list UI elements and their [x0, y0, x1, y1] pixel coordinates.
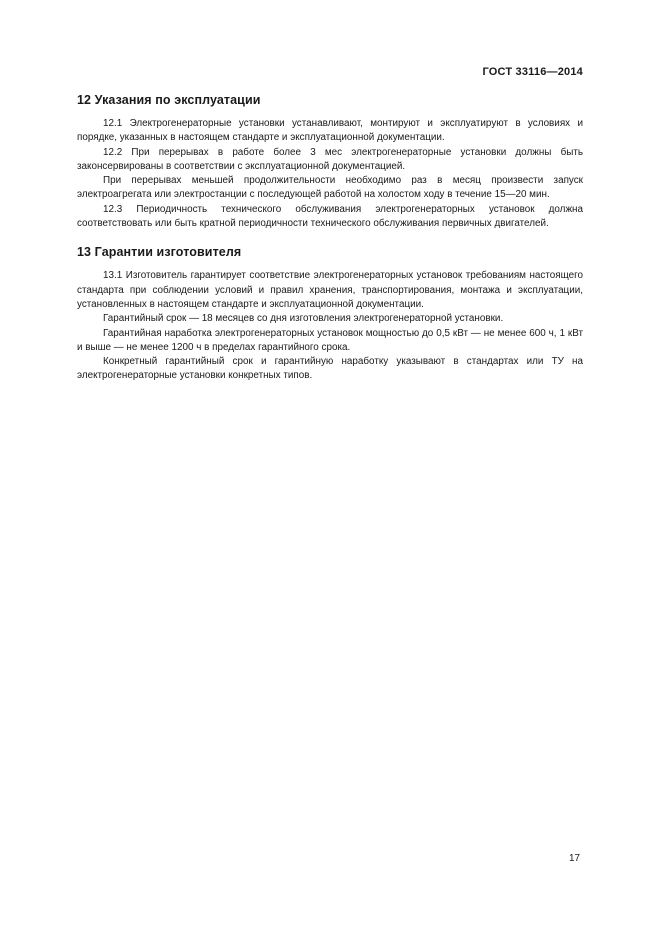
- paragraph-warranty-hours: Гарантийная наработка электрогенераторных установок мощностью до 0,5 кВт — не менее 600 ч, 1 кВт и выше — не менее 1200 ч в пределах гарантийного срока.: [77, 327, 583, 353]
- paragraph-warranty-term: Гарантийный срок — 18 месяцев со дня изготовления электрогенераторной установки.: [103, 313, 504, 325]
- section-13-title: 13 Гарантии изготовителя: [77, 245, 242, 260]
- page-content: [77, 93, 583, 384]
- section-12-title: 12 Указания по эксплуатации: [77, 93, 261, 107]
- paragraph-12-3: 12.3 Периодичность технического обслуживания электрогенераторных установок должна соответствовать или быть кратной периодичности технического обслуживания первичных двигателей.: [77, 203, 583, 230]
- paragraph-12-2-note: При перерывах меньшей продолжительности необходимо раз в месяц произвести запуск электроагрегата или электростанции с последующей работой на холостом ходу в течение 15—20 мин.: [77, 175, 583, 201]
- paragraph-12-1: 12.1 Электрогенераторные установки устанавливают, монтируют и эксплуатируют в условиях и порядке, указанных в настоящем стандарте и эксплуатационной документации.: [77, 118, 583, 144]
- page-number: 17: [569, 853, 580, 864]
- paragraph-13-1: 13.1 Изготовитель гарантирует соответствие электрогенераторных установок требованиям настоящего стандарта при соблюдении условий и правил хранения, транспортирования, монтажа и эксплуатации, установленных в настоящем стандарте и эксплуатационной документации.: [77, 270, 583, 310]
- document-code: ГОСТ 33116—2014: [482, 66, 583, 78]
- paragraph-specific-warranty: Конкретный гарантийный срок и гарантийную наработку указывают в стандартах или ТУ на электрогенераторные установки конкретных типов.: [77, 356, 583, 382]
- paragraph-12-2: 12.2 При перерывах в работе более 3 мес электрогенераторные установки должны быть законсервированы в соответствии с эксплуатационной документацией.: [77, 146, 583, 172]
